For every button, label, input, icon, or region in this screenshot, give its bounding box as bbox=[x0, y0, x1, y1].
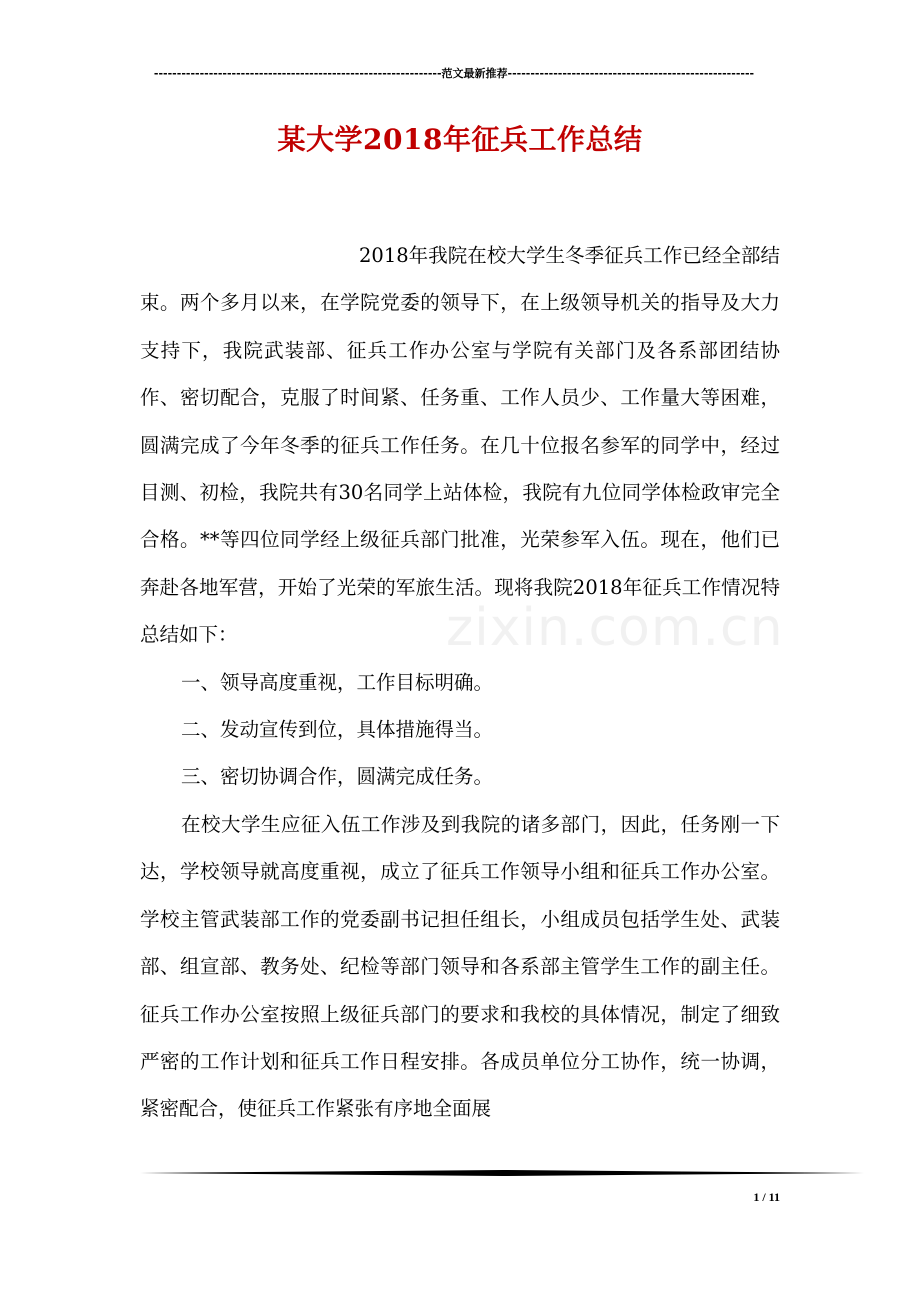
watermark: zixin.com.cn bbox=[446, 598, 784, 658]
section-heading-2: 二、发动宣传到位，具体措施得当。 bbox=[181, 718, 494, 742]
document-title: 某大学2018年征兵工作总结 bbox=[277, 123, 643, 156]
document-body bbox=[140, 232, 780, 1133]
body-paragraph-organization: 在校大学生应征入伍工作涉及到我院的诸多部门，因此，任务刚一下达，学校领导就高度重视，成立了征兵工作领导小组和征兵工作办公室。学校主管武装部工作的党委副书记担任组长，小组成员包括学生处、武装部、组宣部、教务处、纪检等部门领导和各系部主管学生工作的副主任。征兵工作办公室按照上级征兵部门的要求和我校的具体情况，制定了细致严密的工作计划和征兵工作日程安排。各成员单位分工协作，统一协调，紧密配合，使征兵工作紧张有序地全面展 bbox=[140, 812, 780, 1121]
body-paragraph-intro: 2018年我院在校大学生冬季征兵工作已经全部结束。两个多月以来，在学院党委的领导下，在上级领导机关的指导及大力支持下，我院武装部、征兵工作办公室与学院有关部门及各系部团结协作、密切配合，克服了时间紧、任务重、工作人员少、工作量大等困难，圆满完成了今年冬季的征兵工作任务。在几十位报名参军的同学中，经过目测、初检，我院共有30名同学上站体检，我院有九位同学体检政审完全合格。**等四位同学经上级征兵部门批准，光荣参军入伍。现在，他们已奔赴各地军营，开始了光荣的军旅生活。现将我院2018年征兵工作情况特总结如下： bbox=[140, 244, 780, 647]
footer-rule bbox=[140, 1170, 864, 1176]
section-heading-1: 一、领导高度重视，工作目标明确。 bbox=[181, 670, 494, 694]
section-heading-3: 三、密切协调合作，圆满完成任务。 bbox=[181, 765, 494, 789]
page-number: 1 / 11 bbox=[753, 1190, 780, 1204]
page-header: ---------------------------------------------------------------范文最新推荐------------------------------------------------------ bbox=[153, 67, 755, 80]
